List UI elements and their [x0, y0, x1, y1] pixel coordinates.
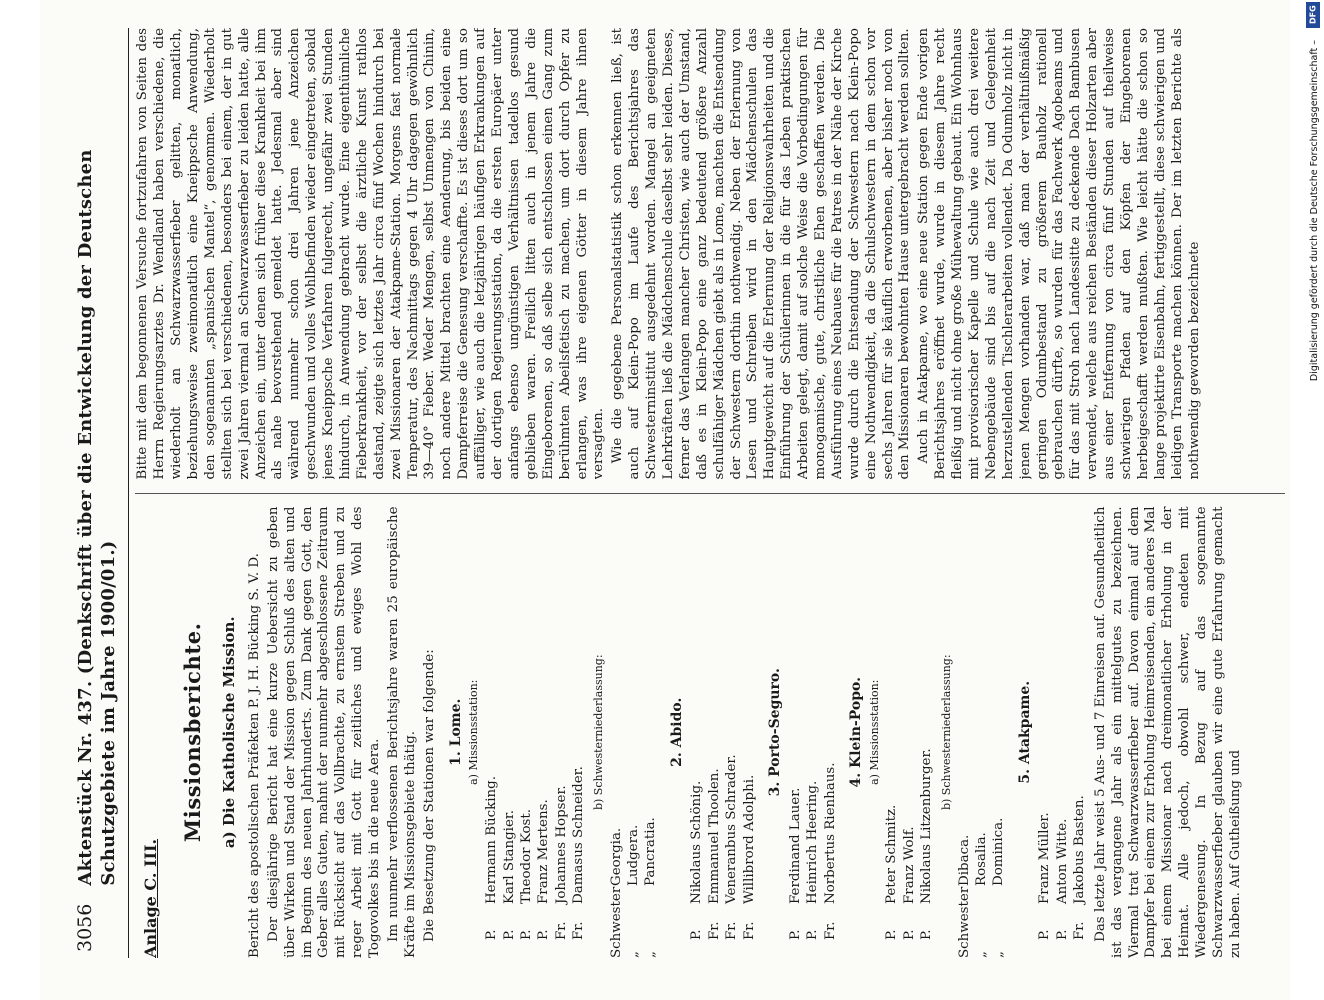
staff-entry [723, 507, 740, 941]
staff-name: Veneranbus Schrader. [724, 754, 740, 904]
sister-entry [956, 507, 973, 959]
staff-title: P. [501, 929, 517, 940]
staff-entry [901, 507, 918, 941]
staff-name: Nikolaus Litzenburger. [919, 748, 935, 904]
staff-name: Franz Mertens. [536, 799, 552, 904]
staff-list [1036, 507, 1088, 941]
staff-entry [553, 507, 570, 941]
paragraph: Bitte mit dem begonnenen Versuche fortzufahren von Seiten des Herrn Regierungsarztes Dr. Wendland haben verschiedene, die wiederholt an Schwarzwasserfieber gelitten, monatlich, beziehungsweise zweimonatlich eine Kneippsche Anwendung, den sogenannten „spanischen Mantel“, genommen. Wiederholt stellten sich bei verschiedenen, besonders bei einem, der in gut zwei Jahren viermal an Schwarzwasserfieber zu leiden hatte, alle Anzeichen ein, unter denen sich früher diese Krankheit bei ihm als nahe bevorstehend gemeldet hatte. Jedesmal aber sind während nunmehr schon drei Jahren jene Anzeichen geschwunden und volles Wohlbefinden wieder eingetreten, sobald jenes Kneippsche Verfahren fulgerecht, ungefähr zwei Stunden hindurch, in Anwendung gebracht wurde. Eine eigenthümliche Fieberkrankheit, vor der selbst die ärztliche Kunst rathlos dastand, zeigte sich letztes Jahr circa fünf Wochen hindurch bei zwei Missionaren der Atakpame-Station. Morgens fast normale Temperatur, des Nachmittags gegen 4 Uhr dagegen gewöhnlich 39—40° Fieber. Weder Mengen, selbst Unmengen von Chinin, noch andere Mittel brachten eine Aenderung, bis beiden eine Dampferreise die Genesung verschaffte. Es ist dieses dort um so auffälliger, wie auch die letzjährigen häufigen Erkrankungen auf der dortigen Regierungsstation, da die ersten Europäer unter anfangs ebenso ungünstigen Verhältnissen tadellos gesund geblieben waren. Freilich litten auch in jenem Jahre die Eingeborenen, so daß selbe sich entschlossen einen Gang zum berühmten Abeilsfetisch zu machen, um dort durch Opfer zu erlangen, was ihre eigenen Götter in diesem Jahre ihnen versagten. [135, 28, 607, 480]
staff-name: Franz Wolf. [901, 826, 917, 904]
digitization-credit: Digitalisierung gefördert durch die Deutsche Forschungsgemeinschaft – [1309, 40, 1320, 382]
staff-title: Fr. [741, 921, 757, 940]
paragraph: Die Besetzung der Stationen war folgende: [421, 649, 437, 942]
paragraph: Das letzte Jahr weist 5 Aus- und 7 Einreisen auf. Gesundheitlich ist das vergangene Jahr als ein mittelgutes zu bezeichnen. Viermal trat Schwarzwasserfieber auf. Davon einmal auf dem Dampfer bei einem zur Erholung Heimreisenden, ein anderes Mal bei einem Missionar nach dreimonatlicher Erholung in der Heimat. Alle jedoch, obwohl schwer, endeten mit Wiedergenesung. In Bezug auf das sogenannte Schwarzwasserfieber glauben wir eine gute Erfahrung gemacht zu haben. Auf Gutheißung und [1092, 506, 1243, 958]
paragraph: Im nunmehr verflossenen Berichtsjahre waren 25 europäische Kräfte im Missionsgebiete thätig. [385, 506, 418, 958]
sister-label: Schwester [956, 886, 972, 958]
sister-name: Dibaca. [956, 834, 972, 886]
staff-name: Nikolaus Schönig. [689, 780, 705, 904]
staff-title: Fr. [706, 921, 722, 940]
sister-label: Schwester [608, 886, 624, 958]
staff-name: Norbertus Rienhaus. [822, 762, 838, 904]
staff-entry [518, 507, 535, 941]
station-subheading: a) Missionsstation: [867, 679, 881, 785]
staff-entry [688, 507, 705, 941]
staff-entry [570, 507, 587, 941]
station-heading: 4. Klein-Popo. [847, 677, 864, 788]
staff-list [787, 507, 839, 941]
staff-name: Anton Witte. [1054, 818, 1070, 904]
staff-title: Fr. [822, 921, 838, 940]
section-title: Missionsberichte. [179, 622, 205, 843]
paragraph: Auch in Atakpame, wo eine neue Station gegen Ende vorigen Berichtsjahres eröffnet wurde, wurde in diesem Jahre recht fleißig und nicht ohne große Mühewaltung gebaut. Ein Wohnhaus mit provisorischer Kapelle und Schule wie auch drei weitere Nebengebäude sind bis auf die nach Zeit und Gelegenheit herzustellenden Tischlerarbeiten vollendet. Da Odumholz nicht in jenen Mengen vorhanden war, daß man der verhältnißmäßig geringen Odumbestand zu größerem Bauholz rationell gebrauchen dürfte, so wurden für das Fachwerk Agobeams und für das mit Stroh nach Landessitte zu deckende Dach Bambusen verwendet, welche aus reichen Beständen dieser Holzarten aber aus einer Entfernung von circa fünf Stunden auf theilweise schwierigen Pfaden auf den Köpfen der Eingeborenen herbeigeschafft werden mußten. Wie leicht hätte die schon so lange projektirte Eisenbahn, fertiggestellt, diese schwierigen und leidigen Transporte machen können. Der im letzten Berichte als nothwendig geworden bezeichnete [916, 28, 1202, 480]
station-subheading: b) Schwesterniederlassung: [591, 654, 605, 811]
staff-name: Karl Stangier. [501, 809, 517, 904]
staff-name: Emmanuel Thoolen. [706, 768, 722, 904]
dfg-logo: DFG [1306, 2, 1320, 28]
paragraph: Wie die gegebene Personalstatistik schon erkennen ließ, ist auch auf Klein-Popo im Laufe des Berichtsjahres das Schwesterninstitut ausgedehnt worden. Mangel an geeigneten Lehrkräften ließ die Mädchenschule daselbst sehr leiden. Dieses, ferner das Verlangen mancher Christen, wie auch der Umstand, daß es in Klein-Popo eine ganz bedeutend größere Anzahl schulfähiger Mädchen giebt als in Lome, machten die Entsendung der Schwestern dorthin nothwendig. Neben der Erlernung von Lesen und Schreiben wird in den Mädchenschulen das Hauptgewicht auf die Erlernung der Religionswahrheiten und die Einführung der Schülerinnen in die für das Leben praktischen Arbeiten gelegt, damit auf solche Weise die Vorbedingungen für monogamische, gute, christliche Ehen geschaffen werden. Die Ausführung eines Neubaues für die Patres in der Nähe der Kirche wurde durch die Entsendung der Schwestern nach Klein-Popo eine Nothwendigkeit, da die Schulschwestern in dem schon vor sechs Jahren für sie käuflich erworbenen, aber bisher noch von den Missionaren bewohnten Hause untergebracht werden sollten. [610, 28, 913, 480]
staff-title: P. [689, 929, 705, 940]
sister-entry [608, 507, 625, 959]
staff-entry [822, 507, 839, 941]
staff-entry [804, 507, 821, 941]
sister-name: Pancratia. [643, 817, 659, 886]
staff-title: P. [484, 929, 500, 940]
sister-name: Georgia. [608, 827, 624, 886]
annex-label: Anlage C. III. [141, 838, 161, 958]
staff-title: P. [518, 929, 534, 940]
staff-entry [535, 507, 552, 941]
staff-name: Hermann Bücking. [484, 775, 500, 904]
sister-name: Ludgera. [625, 824, 641, 886]
station-subheading: a) Missionsstation: [467, 679, 481, 785]
staff-entry [706, 507, 723, 941]
staff-title: P. [1054, 929, 1070, 940]
sister-entry [973, 507, 990, 959]
staff-title: P. [536, 929, 552, 940]
report-author-line: Bericht des apostolischen Präfekten P. J. H. Bücking S. V. D. [246, 553, 262, 958]
page-number: 3056 [74, 903, 96, 952]
staff-name: Jakobus Basten. [1072, 795, 1088, 904]
sister-label: „ [625, 951, 641, 958]
station-heading: 1. Lome. [447, 698, 464, 766]
staff-entry [741, 507, 758, 941]
staff-entry [883, 507, 900, 941]
staff-name: Ferdinand Lauer. [787, 787, 803, 904]
station-subheading: b) Schwesterniederlassung: [939, 654, 953, 811]
staff-title: P. [805, 929, 821, 940]
staff-name: Damasus Schneider. [571, 766, 587, 904]
staff-name: Johannes Hopser. [553, 785, 569, 904]
staff-entry [1036, 507, 1053, 941]
staff-title: P. [901, 929, 917, 940]
staff-title: P. [787, 929, 803, 940]
staff-name: Heinrich Heering. [805, 780, 821, 904]
staff-title: P. [919, 929, 935, 940]
staff-list [688, 507, 758, 941]
sister-label: „ [974, 951, 990, 958]
staff-name: Willibrord Adolphi. [741, 774, 757, 904]
staff-entry [1071, 507, 1088, 941]
sister-name: Rosalia. [974, 832, 990, 886]
sister-label: „ [991, 951, 1007, 958]
staff-list [483, 507, 588, 941]
sister-entry [642, 507, 659, 959]
station-heading: 3. Porto-Seguro. [767, 668, 784, 797]
document-page [40, 0, 1290, 1000]
staff-entry [1054, 507, 1071, 941]
sister-label: „ [643, 951, 659, 958]
sister-entry [625, 507, 642, 959]
paragraph: Der diesjährige Bericht hat eine kurze Uebersicht zu geben über Wirken und Stand der Mission gegen Schluß des alten und im Beginn des neuen Jahrhunderts. Zum Dank gegen Gott, den Geber alles Guten, mahnt der nunmehr abgeschlossene Zeitraum mit Rücksicht auf das Vollbrachte, zu ernstem Streben und zu reger Arbeit mit Gott für zeitliches und ewiges Wohl des Togovolkes bis in die neue Aera. [265, 506, 383, 958]
sisters-list [956, 507, 1008, 959]
staff-title: P. [1037, 929, 1053, 940]
station-heading: 2. Abido. [668, 697, 685, 767]
staff-entry [918, 507, 935, 941]
page-title: Aktenstück Nr. 437. (Denkschrift über die Entwickelung der Deutschen Schutzgebiete im Jahre 1900/01.) [75, 149, 119, 886]
staff-entry [501, 507, 518, 941]
staff-name: Theodor Kost. [518, 808, 534, 904]
staff-title: Fr. [1072, 921, 1088, 940]
page-header [56, 28, 129, 958]
sisters-list [608, 507, 660, 959]
staff-entry [787, 507, 804, 941]
staff-title: P. [884, 929, 900, 940]
subsection-heading: a) Die Katholische Mission. [219, 616, 238, 849]
sister-entry [990, 507, 1007, 959]
staff-title: Fr. [553, 921, 569, 940]
left-column [135, 494, 1285, 959]
staff-title: Fr. [724, 921, 740, 940]
right-column [135, 28, 1285, 480]
staff-list [883, 507, 935, 941]
staff-name: Franz Müller. [1037, 812, 1053, 904]
staff-name: Peter Schmitz. [884, 804, 900, 904]
station-heading: 5. Atakpame. [1016, 680, 1033, 784]
staff-title: Fr. [571, 921, 587, 940]
sister-name: Dominica. [991, 817, 1007, 886]
staff-entry [483, 507, 500, 941]
